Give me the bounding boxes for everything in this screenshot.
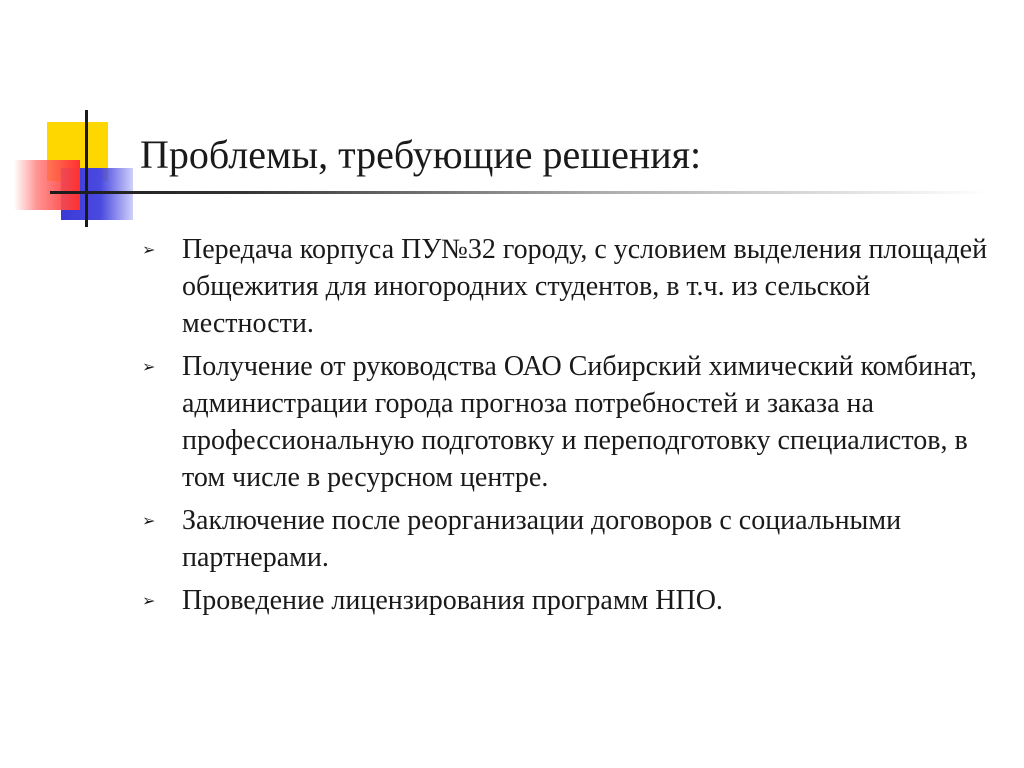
chevron-right-icon: ➢ <box>142 591 156 610</box>
list-item <box>140 348 990 496</box>
chevron-right-icon: ➢ <box>142 240 156 259</box>
bullet-text: Передача корпуса ПУ№32 городу, с условием выделения площадей общежития для иногородних студентов, в т.ч. из сельской местности. <box>182 234 988 339</box>
bullet-text: Получение от руководства ОАО Сибирский химический комбинат, администрации города прогноза потребностей и заказа на профессиональную подготовку и переподготовку специалистов, в том числе в ресурсном центре. <box>182 351 977 493</box>
chevron-right-icon: ➢ <box>142 511 156 530</box>
decor-vertical-line <box>85 110 88 227</box>
list-item <box>140 231 990 342</box>
list-item <box>140 502 990 576</box>
chevron-right-icon: ➢ <box>142 357 156 376</box>
bullet-text: Заключение после реорганизации договоров с социальными партнерами. <box>182 505 902 573</box>
bullet-list <box>140 231 990 625</box>
title-underline <box>50 191 990 194</box>
list-item <box>140 582 990 619</box>
slide-title: Проблемы, требующие решения: <box>140 132 702 177</box>
decor-red-square <box>14 160 80 210</box>
bullet-text: Проведение лицензирования программ НПО. <box>182 585 723 616</box>
